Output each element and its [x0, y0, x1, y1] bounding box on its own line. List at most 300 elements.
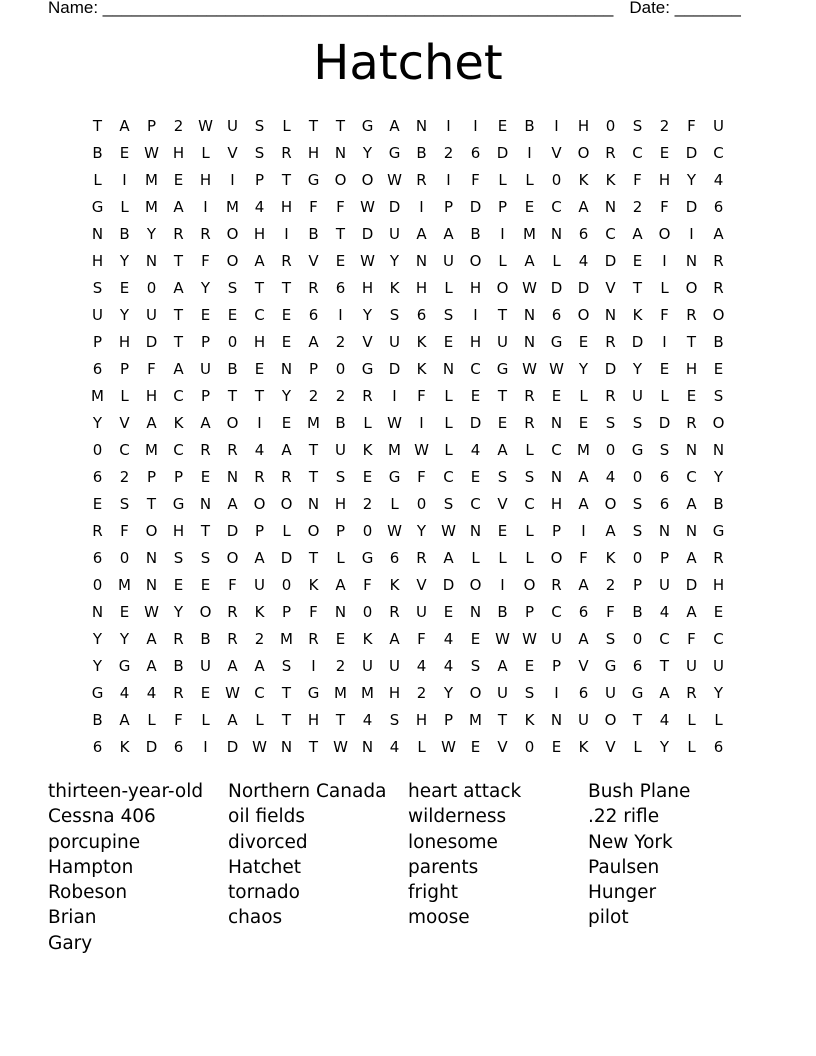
- grid-letter: I: [554, 684, 559, 702]
- grid-letter: N: [280, 360, 293, 378]
- grid-letter: L: [417, 738, 426, 756]
- grid-letter: I: [500, 576, 505, 594]
- grid-letter: Y: [119, 630, 130, 648]
- grid-letter: U: [713, 657, 724, 675]
- grid-letter: T: [308, 549, 319, 567]
- grid-letter: 6: [92, 549, 103, 567]
- grid-letter: W: [198, 117, 213, 135]
- grid-letter: R: [686, 414, 697, 432]
- grid-letter: A: [254, 549, 265, 567]
- grid-letter: L: [282, 117, 291, 135]
- grid-letter: E: [551, 387, 562, 405]
- grid-letter: K: [389, 279, 400, 297]
- grid-letter: A: [497, 657, 508, 675]
- grid-letter: Y: [578, 360, 589, 378]
- grid-letter: T: [497, 711, 508, 729]
- grid-letter: S: [632, 117, 643, 135]
- grid-letter: U: [254, 576, 265, 594]
- grid-letter: H: [307, 711, 320, 729]
- grid-letter: V: [497, 495, 508, 513]
- grid-letter: A: [578, 468, 589, 486]
- grid-letter: C: [254, 306, 265, 324]
- grid-letter: N: [550, 711, 563, 729]
- grid-letter: 6: [92, 468, 103, 486]
- grid-letter: C: [686, 468, 697, 486]
- word-bank-item: Robeson: [48, 882, 128, 904]
- grid-letter: 4: [416, 657, 427, 675]
- grid-letter: A: [119, 117, 130, 135]
- grid-letter: E: [119, 279, 130, 297]
- grid-letter: K: [578, 171, 589, 189]
- grid-letter: 0: [227, 333, 238, 351]
- grid-letter: U: [551, 630, 562, 648]
- word-bank-item: Northern Canada: [228, 781, 387, 802]
- grid-letter: F: [417, 468, 426, 486]
- grid-letter: P: [308, 360, 319, 378]
- grid-letter: R: [389, 603, 400, 621]
- grid-letter: T: [92, 117, 103, 135]
- grid-letter: B: [119, 225, 130, 243]
- grid-letter: F: [147, 360, 156, 378]
- grid-letter: N: [415, 252, 428, 270]
- grid-letter: O: [712, 306, 725, 324]
- grid-letter: G: [91, 684, 104, 702]
- grid-letter: H: [334, 495, 347, 513]
- grid-letter: L: [498, 549, 507, 567]
- grid-letter: S: [605, 630, 616, 648]
- grid-letter: V: [308, 252, 319, 270]
- grid-letter: U: [335, 441, 346, 459]
- grid-letter: G: [91, 198, 104, 216]
- grid-letter: U: [578, 711, 589, 729]
- grid-letter: E: [713, 603, 724, 621]
- grid-letter: C: [173, 387, 184, 405]
- grid-letter: 6: [551, 306, 562, 324]
- grid-row: [84, 437, 732, 464]
- grid-letter: Y: [416, 522, 427, 540]
- grid-letter: N: [91, 603, 104, 621]
- grid-letter: F: [417, 387, 426, 405]
- grid-letter: K: [254, 603, 265, 621]
- grid-letter: G: [307, 171, 320, 189]
- grid-letter: L: [552, 252, 561, 270]
- grid-letter: R: [416, 549, 427, 567]
- grid-letter: E: [92, 495, 103, 513]
- grid-letter: E: [335, 252, 346, 270]
- grid-letter: F: [363, 576, 372, 594]
- grid-letter: O: [226, 549, 239, 567]
- grid-letter: S: [524, 684, 535, 702]
- grid-letter: T: [308, 738, 319, 756]
- grid-letter: B: [632, 603, 643, 621]
- grid-letter: R: [227, 630, 238, 648]
- grid-letter: R: [200, 441, 211, 459]
- grid-letter: 4: [443, 630, 454, 648]
- word-bank-item: fright: [408, 882, 458, 904]
- grid-letter: I: [662, 333, 667, 351]
- grid-letter: D: [469, 414, 482, 432]
- grid-letter: D: [631, 333, 644, 351]
- grid-letter: E: [200, 576, 211, 594]
- grid-letter: U: [200, 360, 211, 378]
- grid-row: [84, 572, 732, 599]
- grid-letter: Y: [362, 144, 373, 162]
- grid-letter: E: [524, 657, 535, 675]
- grid-letter: K: [362, 630, 373, 648]
- grid-letter: M: [577, 441, 590, 459]
- grid-letter: D: [685, 576, 698, 594]
- grid-letter: N: [361, 738, 374, 756]
- grid-letter: D: [280, 549, 293, 567]
- grid-letter: G: [496, 360, 509, 378]
- grid-letter: D: [550, 279, 563, 297]
- grid-letter: L: [525, 171, 534, 189]
- word-bank-item: pilot: [588, 907, 629, 929]
- grid-letter: U: [389, 333, 400, 351]
- grid-letter: B: [92, 144, 103, 162]
- grid-letter: U: [389, 657, 400, 675]
- grid-letter: B: [200, 630, 211, 648]
- grid-letter: N: [604, 306, 617, 324]
- grid-letter: M: [307, 414, 320, 432]
- word-bank-item: heart attack: [408, 781, 522, 802]
- grid-letter: H: [172, 144, 185, 162]
- grid-letter: T: [335, 711, 346, 729]
- grid-letter: T: [173, 333, 184, 351]
- grid-letter: I: [203, 198, 208, 216]
- grid-letter: H: [550, 495, 563, 513]
- grid-letter: M: [145, 198, 158, 216]
- grid-letter: B: [524, 117, 535, 135]
- grid-letter: E: [497, 522, 508, 540]
- grid-letter: G: [604, 657, 617, 675]
- grid-letter: K: [632, 306, 643, 324]
- grid-letter: L: [660, 279, 669, 297]
- grid-letter: M: [145, 171, 158, 189]
- grid-letter: L: [120, 387, 129, 405]
- grid-row: [84, 113, 732, 140]
- grid-letter: A: [416, 225, 427, 243]
- grid-letter: I: [122, 171, 127, 189]
- grid-letter: V: [605, 738, 616, 756]
- grid-letter: Y: [92, 414, 103, 432]
- grid-row: [84, 491, 732, 518]
- grid-letter: E: [443, 333, 454, 351]
- grid-letter: T: [632, 279, 643, 297]
- grid-letter: G: [550, 333, 563, 351]
- grid-letter: 6: [389, 549, 400, 567]
- grid-letter: 6: [578, 603, 589, 621]
- grid-letter: V: [227, 144, 238, 162]
- grid-letter: P: [200, 387, 211, 405]
- grid-letter: 2: [335, 333, 346, 351]
- grid-letter: V: [551, 144, 562, 162]
- grid-letter: A: [578, 576, 589, 594]
- grid-letter: 6: [173, 738, 184, 756]
- grid-letter: N: [334, 144, 347, 162]
- grid-letter: I: [419, 414, 424, 432]
- grid-letter: D: [577, 279, 590, 297]
- grid-letter: 4: [362, 711, 373, 729]
- grid-letter: D: [442, 576, 455, 594]
- grid-letter: Y: [443, 684, 454, 702]
- grid-letter: M: [226, 198, 239, 216]
- grid-letter: S: [659, 441, 670, 459]
- grid-letter: L: [633, 738, 642, 756]
- word-bank-item: divorced: [228, 831, 308, 853]
- grid-letter: E: [173, 171, 184, 189]
- name-date-line: [48, 0, 741, 18]
- page-title: Hatchet: [313, 35, 503, 91]
- grid-letter: O: [469, 576, 482, 594]
- grid-letter: E: [254, 360, 265, 378]
- grid-letter: 6: [92, 360, 103, 378]
- grid-letter: B: [470, 225, 481, 243]
- grid-letter: O: [523, 576, 536, 594]
- grid-letter: O: [658, 225, 671, 243]
- grid-letter: 2: [632, 198, 643, 216]
- grid-letter: 6: [713, 198, 724, 216]
- grid-letter: B: [335, 414, 346, 432]
- grid-letter: H: [253, 333, 266, 351]
- grid-letter: W: [522, 630, 537, 648]
- grid-letter: 6: [578, 225, 589, 243]
- grid-letter: G: [361, 117, 374, 135]
- grid-letter: E: [470, 630, 481, 648]
- grid-letter: O: [307, 522, 320, 540]
- grid-letter: P: [551, 522, 562, 540]
- grid-letter: S: [443, 495, 454, 513]
- grid-letter: N: [523, 333, 536, 351]
- word-bank-item: .22 rifle: [588, 806, 660, 828]
- grid-letter: H: [199, 171, 212, 189]
- grid-letter: 0: [119, 549, 130, 567]
- grid-letter: I: [419, 198, 424, 216]
- grid-letter: H: [280, 198, 293, 216]
- grid-letter: M: [361, 684, 374, 702]
- grid-letter: L: [336, 549, 345, 567]
- grid-letter: 0: [632, 468, 643, 486]
- grid-letter: Y: [389, 252, 400, 270]
- word-bank-item: Hunger: [588, 882, 657, 904]
- grid-letter: A: [146, 414, 157, 432]
- grid-letter: S: [443, 306, 454, 324]
- grid-letter: N: [658, 522, 671, 540]
- grid-letter: C: [632, 144, 643, 162]
- grid-letter: D: [388, 198, 401, 216]
- grid-letter: F: [660, 198, 669, 216]
- word-bank-item: Cessna 406: [48, 806, 156, 828]
- grid-letter: D: [145, 738, 158, 756]
- grid-letter: L: [201, 711, 210, 729]
- grid-letter: A: [281, 441, 292, 459]
- grid-letter: 6: [308, 306, 319, 324]
- grid-letter: W: [441, 522, 456, 540]
- grid-letter: S: [119, 495, 130, 513]
- grid-letter: I: [554, 117, 559, 135]
- grid-letter: H: [469, 279, 482, 297]
- grid-letter: Y: [686, 171, 697, 189]
- grid-letter: F: [633, 171, 642, 189]
- grid-letter: F: [660, 306, 669, 324]
- grid-letter: E: [200, 306, 211, 324]
- grid-letter: N: [685, 522, 698, 540]
- grid-letter: R: [308, 630, 319, 648]
- grid-letter: P: [281, 603, 292, 621]
- grid-letter: A: [686, 603, 697, 621]
- grid-letter: 4: [713, 171, 724, 189]
- grid-letter: 4: [389, 738, 400, 756]
- grid-letter: P: [497, 198, 508, 216]
- grid-letter: 0: [281, 576, 292, 594]
- grid-letter: R: [173, 630, 184, 648]
- grid-letter: S: [605, 414, 616, 432]
- grid-letter: R: [551, 576, 562, 594]
- grid-letter: G: [631, 684, 644, 702]
- grid-letter: U: [227, 117, 238, 135]
- grid-letter: F: [309, 198, 318, 216]
- grid-letter: T: [146, 495, 157, 513]
- grid-letter: O: [550, 549, 563, 567]
- grid-letter: N: [145, 576, 158, 594]
- grid-letter: K: [173, 414, 184, 432]
- grid-row: [84, 356, 732, 383]
- grid-letter: A: [308, 333, 319, 351]
- grid-letter: U: [362, 657, 373, 675]
- grid-letter: H: [388, 684, 401, 702]
- grid-letter: 0: [92, 441, 103, 459]
- grid-letter: N: [226, 468, 239, 486]
- word-bank-item: parents: [408, 856, 479, 878]
- grid-letter: K: [578, 738, 589, 756]
- grid-letter: A: [632, 225, 643, 243]
- grid-letter: S: [200, 549, 211, 567]
- grid-letter: H: [415, 279, 428, 297]
- grid-letter: O: [334, 171, 347, 189]
- grid-letter: 4: [119, 684, 130, 702]
- grid-letter: R: [227, 441, 238, 459]
- grid-letter: Y: [281, 387, 292, 405]
- letter-grid: [84, 113, 732, 761]
- grid-letter: P: [443, 711, 454, 729]
- grid-letter: A: [146, 657, 157, 675]
- grid-letter: M: [388, 441, 401, 459]
- grid-letter: E: [227, 306, 238, 324]
- grid-letter: W: [387, 522, 402, 540]
- grid-letter: V: [119, 414, 130, 432]
- grid-letter: N: [685, 441, 698, 459]
- grid-letter: L: [120, 198, 129, 216]
- grid-letter: N: [685, 252, 698, 270]
- grid-letter: O: [604, 495, 617, 513]
- grid-letter: N: [469, 522, 482, 540]
- word-bank-item: New York: [588, 831, 673, 853]
- grid-row: [84, 626, 732, 653]
- grid-letter: C: [443, 468, 454, 486]
- grid-letter: A: [173, 198, 184, 216]
- grid-row: [84, 329, 732, 356]
- grid-letter: S: [524, 468, 535, 486]
- grid-letter: 6: [659, 468, 670, 486]
- grid-letter: U: [632, 387, 643, 405]
- grid-letter: H: [415, 711, 428, 729]
- grid-letter: A: [605, 522, 616, 540]
- grid-letter: 2: [605, 576, 616, 594]
- grid-letter: R: [92, 522, 103, 540]
- grid-letter: U: [92, 306, 103, 324]
- grid-letter: D: [469, 198, 482, 216]
- grid-letter: P: [551, 657, 562, 675]
- word-bank-item: moose: [408, 907, 470, 929]
- grid-letter: T: [173, 252, 184, 270]
- grid-letter: R: [281, 144, 292, 162]
- grid-letter: P: [443, 198, 454, 216]
- grid-letter: E: [497, 414, 508, 432]
- grid-letter: D: [361, 225, 374, 243]
- grid-letter: L: [687, 738, 696, 756]
- grid-letter: W: [225, 684, 240, 702]
- grid-letter: B: [416, 144, 427, 162]
- grid-row: [84, 680, 732, 707]
- grid-letter: K: [416, 360, 427, 378]
- word-bank-item: Brian: [48, 907, 97, 929]
- grid-letter: N: [550, 468, 563, 486]
- grid-letter: B: [713, 495, 724, 513]
- grid-letter: T: [227, 387, 238, 405]
- grid-letter: R: [308, 279, 319, 297]
- grid-letter: H: [712, 576, 725, 594]
- grid-letter: 0: [605, 117, 616, 135]
- grid-letter: U: [443, 252, 454, 270]
- grid-letter: R: [254, 468, 265, 486]
- grid-letter: L: [282, 522, 291, 540]
- grid-letter: N: [307, 495, 320, 513]
- grid-letter: 4: [254, 441, 265, 459]
- grid-letter: A: [254, 252, 265, 270]
- grid-letter: P: [659, 549, 670, 567]
- grid-letter: L: [714, 711, 723, 729]
- grid-letter: E: [497, 117, 508, 135]
- grid-letter: T: [281, 684, 292, 702]
- grid-letter: A: [578, 198, 589, 216]
- grid-letter: F: [687, 630, 696, 648]
- grid-letter: R: [281, 468, 292, 486]
- grid-letter: H: [91, 252, 104, 270]
- grid-letter: Y: [713, 684, 724, 702]
- grid-letter: E: [119, 144, 130, 162]
- grid-letter: A: [173, 360, 184, 378]
- grid-letter: N: [604, 198, 617, 216]
- grid-letter: Y: [362, 306, 373, 324]
- grid-letter: G: [712, 522, 725, 540]
- grid-letter: T: [281, 171, 292, 189]
- grid-letter: C: [713, 144, 724, 162]
- grid-letter: M: [145, 441, 158, 459]
- grid-letter: W: [360, 252, 375, 270]
- grid-letter: W: [495, 630, 510, 648]
- grid-letter: E: [659, 360, 670, 378]
- grid-letter: L: [363, 414, 372, 432]
- grid-row: [84, 140, 732, 167]
- grid-letter: C: [713, 630, 724, 648]
- grid-letter: N: [712, 441, 725, 459]
- grid-letter: L: [444, 387, 453, 405]
- grid-letter: W: [252, 738, 267, 756]
- grid-letter: R: [173, 684, 184, 702]
- grid-letter: 6: [632, 657, 643, 675]
- grid-letter: S: [254, 144, 265, 162]
- grid-letter: I: [500, 225, 505, 243]
